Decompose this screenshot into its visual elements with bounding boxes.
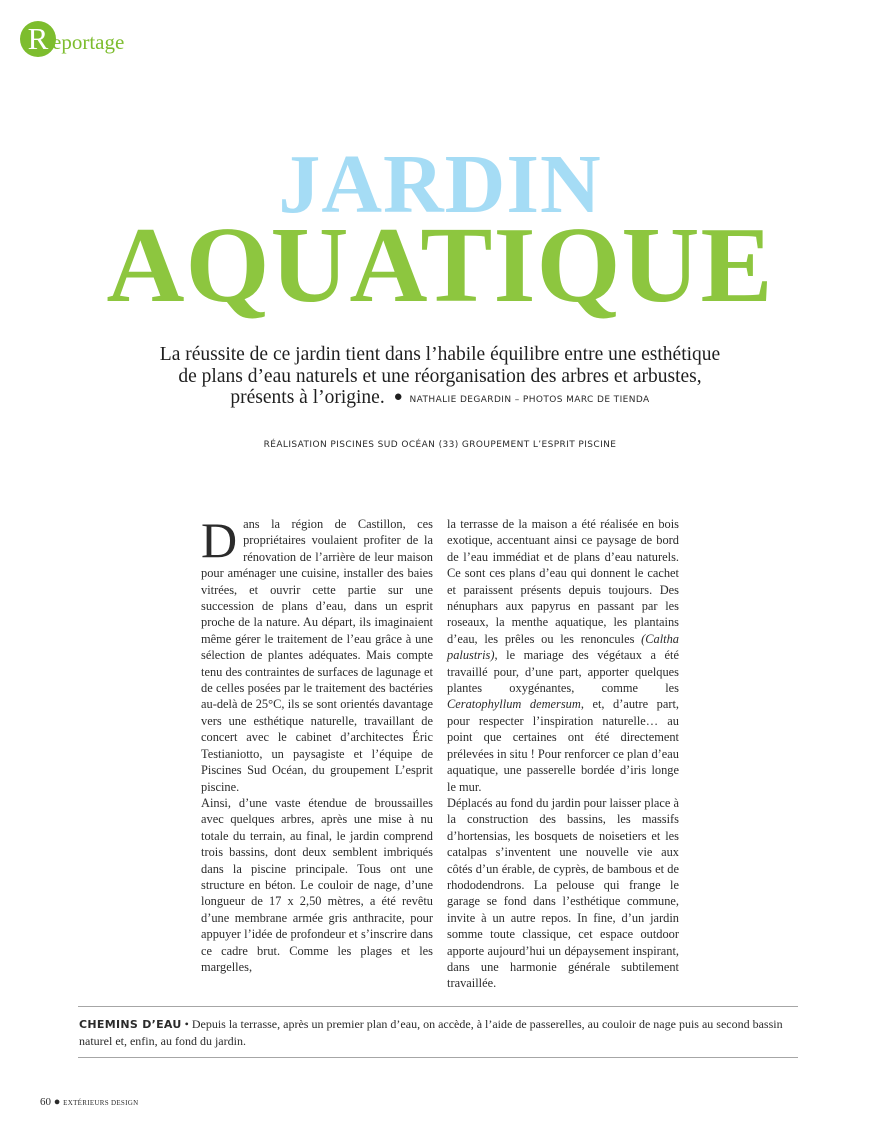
caption-text: Depuis la terrasse, après un premier plan d’eau, on accède, à l’aide de passerelles, au couloir de nage puis au second bassin naturel et, enfin, au fond du jardin. — [79, 1017, 783, 1048]
latin-name: (Caltha palustris) — [447, 631, 679, 663]
latin-name: Ceratophyllum demersum — [447, 697, 581, 712]
lead-text: La réussite de ce jardin tient dans l’habile équilibre entre une esthétique de plans d’eau naturels et une réorganisation des arbres et arbustes, présents à l’origine. — [159, 344, 721, 408]
footer-bullet: ● — [53, 1096, 61, 1108]
body-paragraph: Déplacés au fond du jardin pour laisser place à la construction des bassins, les massifs d’hortensias, les bosquets de noisetiers et les catalpas s’inventent une nouvelle vie aux côtés d’un érable, de cyprès, de bambous et de rhododendrons. La pelouse qui frange le garage se fond dans l’esthétique commune, invite à un autre repos. In fine, d’un jardin somme toute classique, cet espace outdoor apporte aujourd’hui un dépaysement inspirant, dans une harmonie générale subtilement travaillée. — [447, 795, 679, 991]
lead-bullet: ● — [393, 389, 403, 405]
title-line-2: AQUATIQUE — [106, 206, 774, 325]
realisation-credit: RÉALISATION PISCINES SUD OCÉAN (33) GROUPEMENT L’ESPRIT PISCINE — [263, 440, 617, 450]
drop-cap: D — [201, 512, 238, 568]
title-line-1: JARDIN — [278, 138, 602, 231]
author-credit: NATHALIE DEGARDIN – PHOTOS MARC DE TIENDA — [409, 395, 650, 405]
body-column-left — [201, 512, 433, 975]
body-paragraph — [201, 512, 433, 795]
lead-paragraph — [150, 344, 730, 412]
magazine-name: EXTÉRIEURS DESIGN — [63, 1099, 139, 1107]
caption-bottom-rule — [78, 1057, 798, 1058]
body-paragraph — [447, 516, 679, 795]
body-text: la terrasse de la maison a été réalisée en bois exotique, accentuant ainsi ce paysage de bord de l’eau immédiat et de plans d’eau naturels. Ce sont ces plans d’eau qui donnent le cachet et paraissent présents depuis toujours. Des nénuphars aux papyrus en passant par les roseaux, la menthe aquatique, les plantains d’eau, les prêles ou les renoncules — [447, 517, 679, 646]
section-label: eportage — [52, 29, 125, 54]
caption-top-rule — [78, 1006, 798, 1007]
photo-caption — [79, 1016, 795, 1049]
page-number: 60 — [40, 1096, 51, 1108]
section-tag — [20, 20, 124, 58]
body-text: , et, d’autre part, pour respecter l’inspiration naturelle… au point que certaines ont été directement prélevées in situ ! Pour renforcer ce plan d’eau aquatique, une passerelle bordée d’iris longe le mur. — [447, 697, 679, 794]
caption-heading: CHEMINS D’EAU — [79, 1018, 182, 1031]
page-footer — [40, 1096, 138, 1108]
body-text: ans la région de Castillon, ces propriétaires voulaient profiter de la rénovation de l’arrière de leur maison pour aménager une cuisine, installer des baies vitrées, et ouvrir cette partie sur une succession de plans d’eau, dans un esprit proche de la nature. Au départ, ils imaginaient même gérer le traitement de l’eau grâce à une sélection de plantes adéquates. Mais compte tenu des contraintes de surfaces de lagunage et de celles posées par le traitement des bactéries au-delà de 25°C, ils se sont orientés davantage vers une esthétique naturelle, travaillant de concert avec le cabinet d’architectes Éric Testianiotto, un paysagiste et l’équipe de Piscines Sud Océan, du groupement L’esprit piscine. — [201, 517, 433, 794]
body-paragraph: Ainsi, d’une vaste étendue de broussailles avec quelques arbres, après une mise à nu totale du terrain, au final, le jardin comprend trois bassins, dont deux semblent imbriqués dans la piscine principale. Tous ont une structure en béton. Le couloir de nage, d’une longueur de 17 x 2,50 mètres, a été revêtu d’une membrane armée gris anthracite, pour appuyer l’idée de profondeur et s’inscrire dans ce cadre brut. Comme les plages et les margelles, — [201, 795, 433, 974]
body-column-right — [447, 516, 679, 992]
section-initial-badge: R — [20, 21, 56, 57]
body-text: , le mariage des végétaux a été travaillé pour, d’une part, apporter quelques plantes oxygénantes, comme les — [447, 648, 679, 696]
caption-bullet: • — [184, 1017, 189, 1031]
